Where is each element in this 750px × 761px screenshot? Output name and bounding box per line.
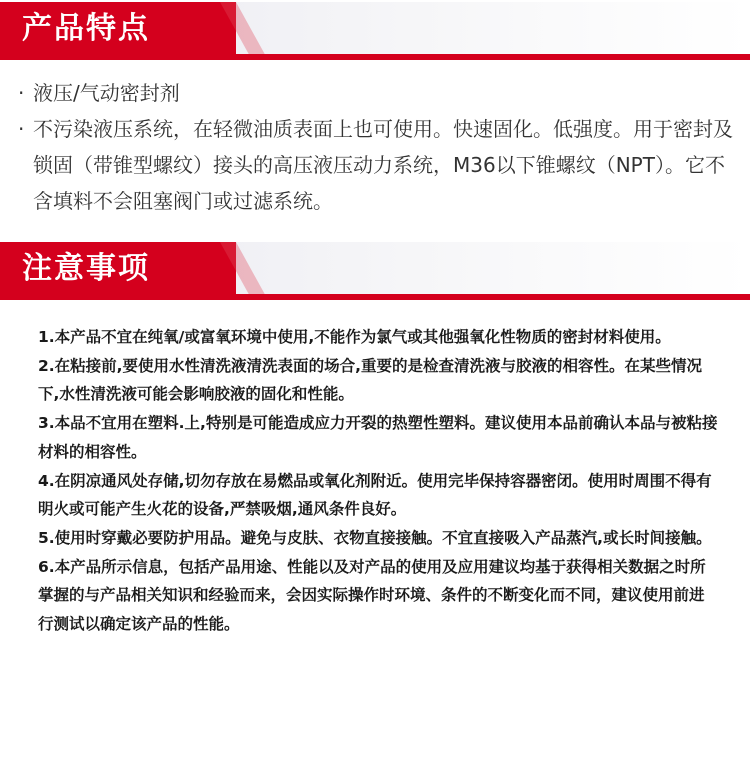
- bullet-dot: ·: [18, 81, 25, 105]
- note-item: 4.在阴凉通风处存储,切勿存放在易燃品或氧化剂附近。使用完毕保持容器密闭。使用时周围不得有明火或可能产生火花的设备,严禁吸烟,通风条件良好。: [38, 471, 712, 519]
- note-item: 1.本产品不宜在纯氧/或富氧环境中使用,不能作为氯气或其他强氧化性物质的密封材料使用。: [38, 328, 671, 346]
- note-item: 5.使用时穿戴必要防护用品。避免与皮肤、衣物直接接触。不宜直接吸入产品蒸汽,或长时间接触。: [38, 528, 712, 547]
- section-title-features: 产品特点: [22, 11, 150, 46]
- section-header-notes: [0, 242, 750, 300]
- feature-item: [16, 75, 736, 111]
- note-item: 2.在粘接前,要使用水性清洗液清洗表面的场合,重要的是检查清洗液与胶液的相容性。在某些情况下,水性清洗液可能会影响胶液的固化和性能。: [38, 356, 702, 404]
- bullet-dot: ·: [18, 117, 25, 141]
- header-underline: [0, 294, 750, 300]
- header-underline: [0, 54, 750, 60]
- section-header-features: [0, 2, 750, 60]
- section-title-notes: 注意事项: [22, 251, 150, 286]
- feature-text: 不污染液压系统，在轻微油质表面上也可使用。快速固化。低强度。用于密封及锁固（带锥型螺纹）接头的高压液压动力系统，M36以下锥螺纹（NPT）。它不含填料不会阻塞阀门或过滤系统。: [33, 117, 733, 213]
- note-item: 3.本品不宜用在塑料.上,特别是可能造成应力开裂的热塑性塑料。建议使用本品前确认本品与被粘接材料的相容性。: [38, 414, 718, 461]
- notes-list: [38, 323, 718, 639]
- features-list: [16, 75, 736, 219]
- feature-item: [16, 111, 736, 219]
- note-item: 6.本产品所示信息，包括产品用途、性能以及对产品的使用及应用建议均基于获得相关数据之时所掌握的与产品相关知识和经验而来，会因实际操作时环境、条件的不断变化而不同，建议使用前进行测试以确定该产品的性能。: [38, 557, 706, 634]
- feature-text: 液压/气动密封剂: [33, 81, 180, 105]
